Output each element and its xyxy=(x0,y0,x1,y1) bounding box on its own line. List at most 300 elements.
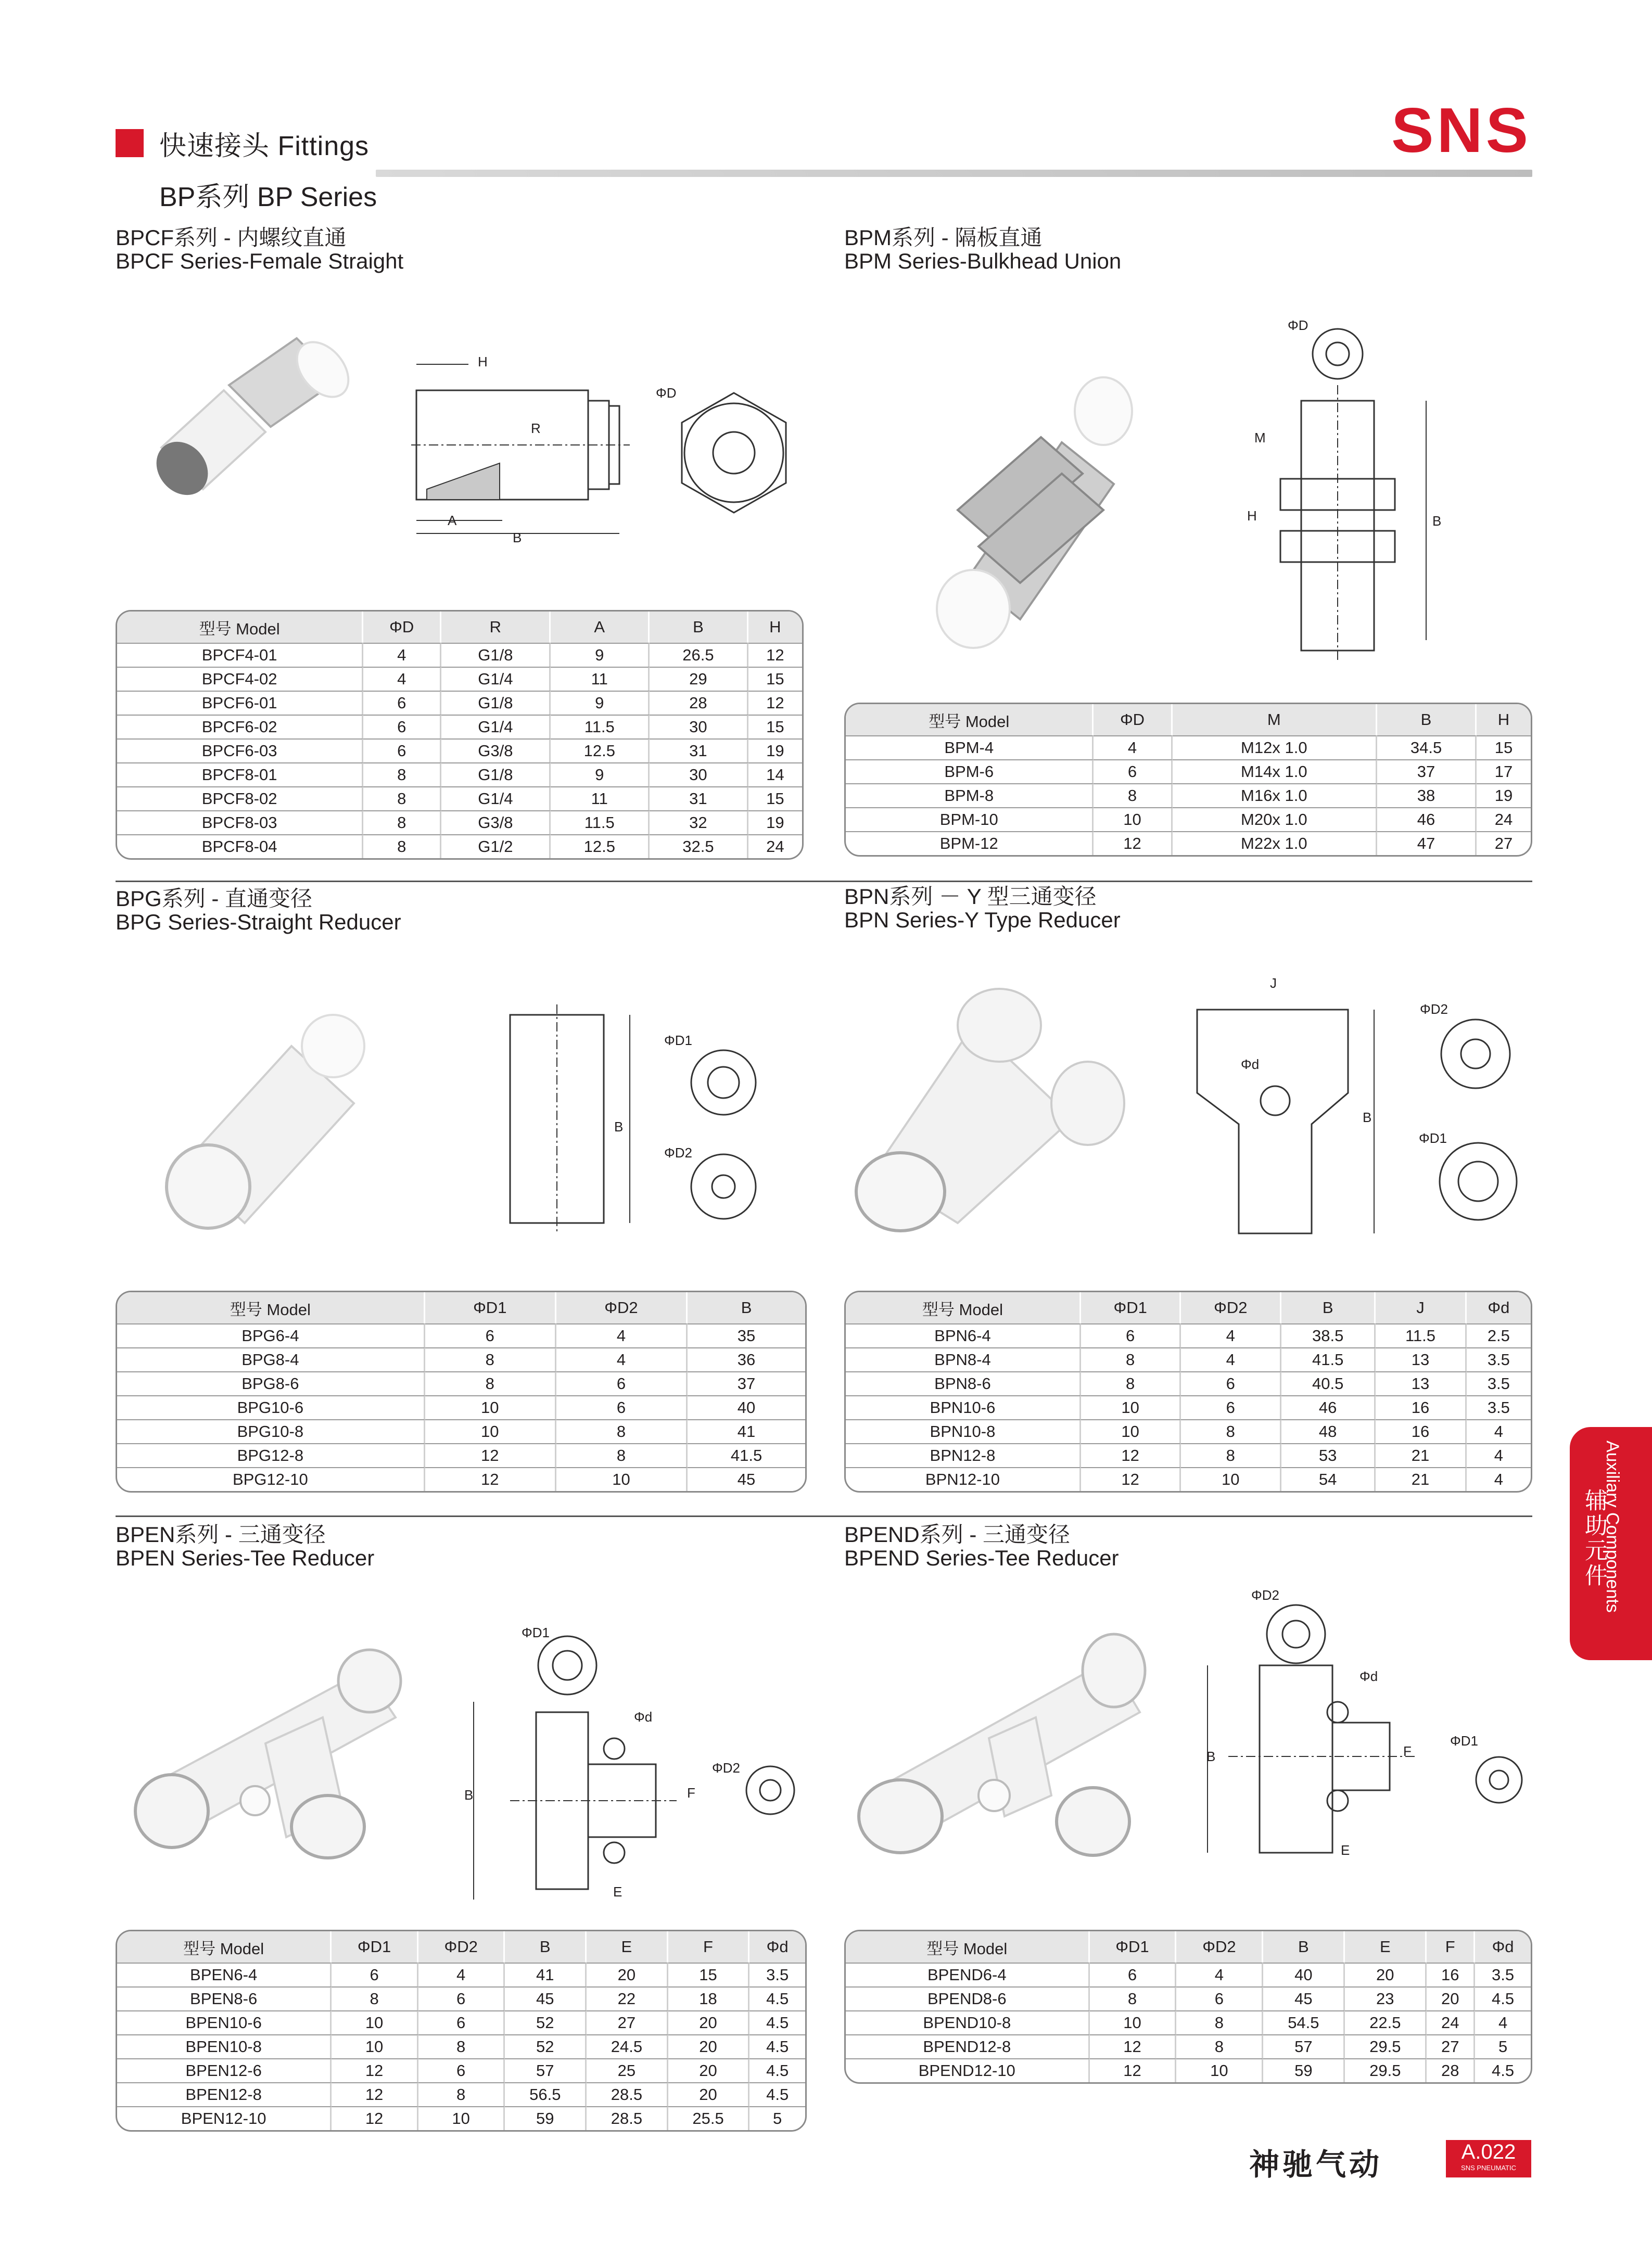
table-cell: 8 xyxy=(1176,2010,1263,2034)
table-cell: 28.5 xyxy=(587,2106,668,2130)
table-cell: 4 xyxy=(1475,2010,1531,2034)
column-header: A xyxy=(551,612,650,643)
table-cell: 36 xyxy=(688,1347,805,1371)
table-cell: 29.5 xyxy=(1345,2034,1427,2058)
bpen-label-d1: ΦD1 xyxy=(522,1625,550,1640)
table-cell: 27 xyxy=(1477,831,1531,855)
table-cell: 28 xyxy=(1427,2058,1475,2082)
page-number-box xyxy=(1446,2140,1531,2177)
table-cell: 10 xyxy=(1176,2058,1263,2082)
table-cell: 10 xyxy=(1081,1395,1181,1419)
bpen-title-en: BPEN Series-Tee Reducer xyxy=(116,1546,375,1570)
table-row xyxy=(846,1467,1531,1491)
table-cell: 10 xyxy=(332,2010,418,2034)
table-cell: 20 xyxy=(668,2010,750,2034)
table-cell: 38.5 xyxy=(1281,1323,1376,1347)
table-cell: BPCF6-03 xyxy=(117,738,363,762)
table-cell: G3/8 xyxy=(441,738,551,762)
bpend-label-d2: ΦD2 xyxy=(1251,1587,1279,1603)
bpn-title-cn: BPN系列 － Y 型三通变径 xyxy=(844,884,1097,909)
table-cell: 29 xyxy=(650,667,748,691)
bpen-product-image xyxy=(135,1639,406,1858)
table-cell: 8 xyxy=(556,1419,688,1443)
table-cell: BPCF4-01 xyxy=(117,643,363,667)
table-cell: BPN10-8 xyxy=(846,1419,1081,1443)
table-cell: 5 xyxy=(749,2106,805,2130)
column-header: H xyxy=(748,612,802,643)
side-tab-en: Auxiliary Components xyxy=(1603,1441,1622,1613)
table-cell: 6 xyxy=(556,1395,688,1419)
table-cell: 47 xyxy=(1377,831,1477,855)
table-cell: 10 xyxy=(1090,2010,1177,2034)
table-cell: BPEN10-8 xyxy=(117,2034,332,2058)
table-cell: 12 xyxy=(425,1467,556,1491)
table-cell: 3.5 xyxy=(1475,1963,1531,1986)
table-row xyxy=(846,2034,1531,2058)
table-cell: 9 xyxy=(551,643,650,667)
table-cell: 16 xyxy=(1427,1963,1475,1986)
column-header: B xyxy=(688,1292,805,1323)
table-cell: 18 xyxy=(668,1986,750,2010)
column-header: B xyxy=(650,612,748,643)
bpm-label-h: H xyxy=(1247,508,1257,524)
table-cell: 8 xyxy=(363,762,441,786)
bpend-title-en: BPEND Series-Tee Reducer xyxy=(844,1546,1119,1570)
table-cell: BPN12-8 xyxy=(846,1443,1081,1467)
table-cell: 4 xyxy=(363,643,441,667)
table-cell: 30 xyxy=(650,762,748,786)
table-cell: BPCF6-01 xyxy=(117,691,363,715)
table-cell: 24.5 xyxy=(587,2034,668,2058)
table-cell: BPN10-6 xyxy=(846,1395,1081,1419)
table-row xyxy=(846,1986,1531,2010)
table-cell: 41 xyxy=(688,1419,805,1443)
table-cell: 4.5 xyxy=(1475,2058,1531,2082)
column-header: 型号 Model xyxy=(117,1292,425,1323)
table-cell: BPEND12-10 xyxy=(846,2058,1090,2082)
table-cell: 6 xyxy=(1181,1371,1281,1395)
table-cell: 9 xyxy=(551,691,650,715)
table-cell: 11 xyxy=(551,667,650,691)
bpen-label-b: B xyxy=(464,1787,474,1803)
table-cell: 8 xyxy=(425,1371,556,1395)
table-cell: 34.5 xyxy=(1377,735,1477,759)
table-cell: 20 xyxy=(587,1963,668,1986)
table-cell: 40 xyxy=(688,1395,805,1419)
column-header: 型号 Model xyxy=(846,1931,1090,1963)
table-cell: G1/4 xyxy=(441,667,551,691)
table-cell: 15 xyxy=(748,667,802,691)
table-row xyxy=(846,1347,1531,1371)
table-cell: BPEN12-6 xyxy=(117,2058,332,2082)
divider-1 xyxy=(116,881,1532,882)
table-row xyxy=(117,810,802,834)
table-cell: 9 xyxy=(551,762,650,786)
page-subtitle: BP系列 BP Series xyxy=(159,182,377,212)
column-header: B xyxy=(505,1931,587,1963)
table-cell: BPM-4 xyxy=(846,735,1094,759)
column-header: ΦD1 xyxy=(332,1931,418,1963)
bpen-spec-table xyxy=(116,1930,807,2132)
bpcf-label-b: B xyxy=(513,530,522,545)
bpn-product-image xyxy=(854,984,1145,1233)
bpg-end-view-d2 xyxy=(687,1150,760,1223)
table-cell: 12.5 xyxy=(551,834,650,858)
column-header: ΦD1 xyxy=(1081,1292,1181,1323)
table-cell: 12 xyxy=(1094,831,1172,855)
table-cell: 20 xyxy=(668,2082,750,2106)
table-row xyxy=(846,1419,1531,1443)
table-cell: 4.5 xyxy=(749,2082,805,2106)
table-cell: 12 xyxy=(332,2106,418,2130)
bpg-title-cn: BPG系列 - 直通变径 xyxy=(116,886,313,911)
table-cell: 37 xyxy=(688,1371,805,1395)
bpg-side-drawing xyxy=(500,1015,645,1233)
table-cell: 56.5 xyxy=(505,2082,587,2106)
bpm-label-b: B xyxy=(1432,513,1442,529)
bpen-label-dd: Φd xyxy=(634,1709,653,1725)
table-cell: 28.5 xyxy=(587,2082,668,2106)
table-row xyxy=(117,715,802,738)
table-cell: 17 xyxy=(1477,759,1531,783)
table-row xyxy=(846,1443,1531,1467)
table-row xyxy=(846,2010,1531,2034)
table-cell: 46 xyxy=(1377,807,1477,831)
table-cell: BPEND10-8 xyxy=(846,2010,1090,2034)
table-cell: 16 xyxy=(1376,1395,1467,1419)
table-cell: 19 xyxy=(748,810,802,834)
table-row xyxy=(117,1395,805,1419)
table-cell: 40.5 xyxy=(1281,1371,1376,1395)
column-header: E xyxy=(587,1931,668,1963)
bpen-side-drawing xyxy=(468,1697,677,1905)
bpcf-end-view xyxy=(671,390,796,515)
table-cell: 6 xyxy=(1081,1323,1181,1347)
table-row xyxy=(117,1323,805,1347)
table-cell: 4 xyxy=(1467,1467,1531,1491)
table-cell: G1/4 xyxy=(441,715,551,738)
table-cell: 12 xyxy=(748,643,802,667)
table-row xyxy=(117,2082,805,2106)
table-cell: 20 xyxy=(1427,1986,1475,2010)
bpen-label-f: F xyxy=(687,1785,695,1801)
table-cell: BPEN8-6 xyxy=(117,1986,332,2010)
table-cell: BPN6-4 xyxy=(846,1323,1081,1347)
table-cell: 15 xyxy=(668,1963,750,1986)
table-cell: M22x 1.0 xyxy=(1173,831,1377,855)
table-cell: BPN12-10 xyxy=(846,1467,1081,1491)
table-cell: 10 xyxy=(425,1395,556,1419)
table-cell: 12.5 xyxy=(551,738,650,762)
table-cell: 4 xyxy=(1467,1443,1531,1467)
table-cell: 24 xyxy=(748,834,802,858)
bpg-product-image xyxy=(161,1015,401,1223)
table-cell: BPCF8-02 xyxy=(117,786,363,810)
table-cell: BPM-6 xyxy=(846,759,1094,783)
table-row xyxy=(117,2010,805,2034)
table-cell: BPM-12 xyxy=(846,831,1094,855)
bpm-title-en: BPM Series-Bulkhead Union xyxy=(844,249,1122,273)
bpn-label-d: Φd xyxy=(1241,1056,1260,1072)
page-title: 快速接头 Fittings xyxy=(159,131,370,161)
column-header: Φd xyxy=(1475,1931,1531,1963)
table-cell: 12 xyxy=(1081,1443,1181,1467)
table-cell: 12 xyxy=(332,2082,418,2106)
page-number: A.022 xyxy=(1461,2141,1516,2163)
table-cell: BPEN10-6 xyxy=(117,2010,332,2034)
table-row xyxy=(117,786,802,810)
column-header: F xyxy=(1427,1931,1475,1963)
table-cell: BPCF8-04 xyxy=(117,834,363,858)
table-cell: 4 xyxy=(1176,1963,1263,1986)
table-row xyxy=(117,1963,805,1986)
table-cell: 6 xyxy=(363,738,441,762)
table-cell: BPCF4-02 xyxy=(117,667,363,691)
table-cell: 19 xyxy=(1477,783,1531,807)
table-cell: 3.5 xyxy=(1467,1395,1531,1419)
table-cell: 8 xyxy=(418,2034,505,2058)
header-square xyxy=(116,129,144,157)
bpend-label-d1: ΦD1 xyxy=(1450,1733,1478,1749)
table-cell: 11 xyxy=(551,786,650,810)
table-row xyxy=(117,2058,805,2082)
table-cell: 10 xyxy=(425,1419,556,1443)
table-cell: 8 xyxy=(1181,1419,1281,1443)
table-row xyxy=(117,1986,805,2010)
divider-2 xyxy=(116,1515,1532,1517)
table-cell: 52 xyxy=(505,2010,587,2034)
bpend-end-view-d1 xyxy=(1473,1754,1525,1806)
table-cell: BPG10-8 xyxy=(117,1419,425,1443)
table-cell: BPN8-6 xyxy=(846,1371,1081,1395)
bpn-label-d1: ΦD1 xyxy=(1419,1130,1447,1146)
column-header: 型号 Model xyxy=(846,704,1094,735)
bpcf-product-image xyxy=(151,359,349,531)
header-rule xyxy=(376,170,1532,177)
bpm-label-d: ΦD xyxy=(1288,317,1308,333)
table-cell: 8 xyxy=(425,1347,556,1371)
table-cell: 22.5 xyxy=(1345,2010,1427,2034)
table-cell: BPN8-4 xyxy=(846,1347,1081,1371)
table-row xyxy=(846,759,1531,783)
bpn-title-en: BPN Series-Y Type Reducer xyxy=(844,908,1121,932)
table-cell: 6 xyxy=(418,2058,505,2082)
bpen-title-cn: BPEN系列 - 三通变径 xyxy=(116,1522,326,1547)
table-cell: M14x 1.0 xyxy=(1173,759,1377,783)
table-cell: 23 xyxy=(1345,1986,1427,2010)
table-cell: 13 xyxy=(1376,1347,1467,1371)
bpen-end-view-d2 xyxy=(744,1759,807,1821)
table-row xyxy=(117,738,802,762)
table-row xyxy=(117,762,802,786)
table-cell: BPCF8-03 xyxy=(117,810,363,834)
table-cell: 8 xyxy=(1090,1986,1177,2010)
table-cell: 26.5 xyxy=(650,643,748,667)
table-cell: 40 xyxy=(1263,1963,1345,1986)
table-cell: 8 xyxy=(418,2082,505,2106)
footer-small: SNS PNEUMATIC xyxy=(1461,2164,1516,2172)
column-header: ΦD2 xyxy=(1176,1931,1263,1963)
bpg-label-b: B xyxy=(614,1119,624,1135)
bpm-title-cn: BPM系列 - 隔板直通 xyxy=(844,225,1043,250)
bpcf-label-d: ΦD xyxy=(656,385,677,401)
column-header: ΦD2 xyxy=(1181,1292,1281,1323)
bpend-label-b: B xyxy=(1206,1749,1216,1764)
side-tab-auxiliary xyxy=(1570,1427,1652,1660)
table-cell: 2.5 xyxy=(1467,1323,1531,1347)
table-cell: 21 xyxy=(1376,1467,1467,1491)
table-cell: 41.5 xyxy=(688,1443,805,1467)
table-cell: 25 xyxy=(587,2058,668,2082)
table-cell: BPCF8-01 xyxy=(117,762,363,786)
bpcf-label-h: H xyxy=(478,354,488,370)
bpcf-title-en: BPCF Series-Female Straight xyxy=(116,249,404,273)
table-cell: 4 xyxy=(363,667,441,691)
table-cell: 12 xyxy=(1081,1467,1181,1491)
table-cell: BPCF6-02 xyxy=(117,715,363,738)
bpcf-side-drawing xyxy=(411,364,640,552)
table-row xyxy=(846,783,1531,807)
table-cell: 4.5 xyxy=(749,2010,805,2034)
table-cell: 54 xyxy=(1281,1467,1376,1491)
table-cell: 11.5 xyxy=(551,715,650,738)
table-cell: 8 xyxy=(1094,783,1172,807)
table-cell: 8 xyxy=(1081,1347,1181,1371)
table-row xyxy=(846,1963,1531,1986)
table-cell: BPG8-4 xyxy=(117,1347,425,1371)
table-row xyxy=(846,2058,1531,2082)
table-cell: 48 xyxy=(1281,1419,1376,1443)
column-header: 型号 Model xyxy=(117,612,363,643)
bpn-spec-table xyxy=(844,1291,1532,1493)
bpn-label-b: B xyxy=(1363,1110,1372,1125)
table-cell: G1/8 xyxy=(441,643,551,667)
table-cell: 15 xyxy=(1477,735,1531,759)
table-cell: 16 xyxy=(1376,1419,1467,1443)
table-cell: 6 xyxy=(1090,1963,1177,1986)
bpen-label-d2: ΦD2 xyxy=(712,1760,740,1776)
table-cell: 21 xyxy=(1376,1443,1467,1467)
table-cell: 6 xyxy=(363,691,441,715)
table-row xyxy=(846,1323,1531,1347)
bpen-label-e: E xyxy=(613,1884,622,1900)
table-cell: 8 xyxy=(1181,1443,1281,1467)
table-cell: BPG8-6 xyxy=(117,1371,425,1395)
table-cell: 10 xyxy=(1181,1467,1281,1491)
table-cell: 35 xyxy=(688,1323,805,1347)
table-cell: G1/8 xyxy=(441,691,551,715)
column-header: Φd xyxy=(1467,1292,1531,1323)
table-cell: 22 xyxy=(587,1986,668,2010)
table-cell: 11.5 xyxy=(551,810,650,834)
bpg-spec-table xyxy=(116,1291,807,1493)
table-cell: 4 xyxy=(1094,735,1172,759)
table-cell: 32 xyxy=(650,810,748,834)
table-cell: 31 xyxy=(650,738,748,762)
column-header: ΦD xyxy=(1094,704,1172,735)
table-cell: 57 xyxy=(505,2058,587,2082)
table-cell: BPM-10 xyxy=(846,807,1094,831)
table-cell: 20 xyxy=(1345,1963,1427,1986)
table-cell: 4.5 xyxy=(749,2058,805,2082)
bpn-end-view-d2 xyxy=(1437,1015,1515,1093)
table-cell: 8 xyxy=(363,810,441,834)
table-cell: BPEN6-4 xyxy=(117,1963,332,1986)
table-cell: G1/8 xyxy=(441,762,551,786)
table-cell: 10 xyxy=(332,2034,418,2058)
table-row xyxy=(117,1443,805,1467)
table-cell: 38 xyxy=(1377,783,1477,807)
bpm-side-drawing xyxy=(1270,328,1457,661)
table-cell: 3.5 xyxy=(1467,1347,1531,1371)
table-row xyxy=(117,2034,805,2058)
table-cell: 15 xyxy=(748,786,802,810)
table-cell: 41.5 xyxy=(1281,1347,1376,1371)
table-cell: BPG10-6 xyxy=(117,1395,425,1419)
table-cell: 13 xyxy=(1376,1371,1467,1395)
table-cell: BPEND12-8 xyxy=(846,2034,1090,2058)
table-cell: 32.5 xyxy=(650,834,748,858)
table-cell: M12x 1.0 xyxy=(1173,735,1377,759)
table-cell: 3.5 xyxy=(1467,1371,1531,1395)
table-row xyxy=(117,667,802,691)
table-cell: 41 xyxy=(505,1963,587,1986)
table-cell: 6 xyxy=(332,1963,418,1986)
table-cell: 59 xyxy=(1263,2058,1345,2082)
table-cell: G1/2 xyxy=(441,834,551,858)
column-header: J xyxy=(1376,1292,1467,1323)
table-cell: 4 xyxy=(1467,1419,1531,1443)
table-cell: 8 xyxy=(363,786,441,810)
table-cell: 12 xyxy=(425,1443,556,1467)
table-cell: 37 xyxy=(1377,759,1477,783)
table-cell: 31 xyxy=(650,786,748,810)
table-cell: G1/4 xyxy=(441,786,551,810)
column-header: ΦD1 xyxy=(1090,1931,1177,1963)
table-cell: 6 xyxy=(418,2010,505,2034)
bpn-end-view-d1 xyxy=(1437,1140,1520,1223)
table-cell: 27 xyxy=(1427,2034,1475,2058)
bpn-label-d2: ΦD2 xyxy=(1420,1001,1448,1017)
table-cell: 8 xyxy=(1081,1371,1181,1395)
column-header: ΦD2 xyxy=(418,1931,505,1963)
table-cell: 4 xyxy=(1181,1347,1281,1371)
table-cell: 12 xyxy=(332,2058,418,2082)
table-row xyxy=(117,1467,805,1491)
column-header: H xyxy=(1477,704,1531,735)
table-cell: BPG12-8 xyxy=(117,1443,425,1467)
table-cell: 6 xyxy=(1094,759,1172,783)
table-row xyxy=(117,691,802,715)
table-cell: 57 xyxy=(1263,2034,1345,2058)
table-cell: 45 xyxy=(505,1986,587,2010)
table-cell: 45 xyxy=(1263,1986,1345,2010)
table-cell: 45 xyxy=(688,1467,805,1491)
column-header: ΦD1 xyxy=(425,1292,556,1323)
footer-brand: 神驰气动 xyxy=(1249,2148,1383,2182)
table-cell: 19 xyxy=(748,738,802,762)
table-cell: 10 xyxy=(418,2106,505,2130)
column-header: M xyxy=(1173,704,1377,735)
bpend-label-dd: Φd xyxy=(1359,1668,1378,1684)
column-header: B xyxy=(1377,704,1477,735)
table-cell: BPEND6-4 xyxy=(846,1963,1090,1986)
table-cell: 8 xyxy=(556,1443,688,1467)
table-cell: 30 xyxy=(650,715,748,738)
table-cell: G3/8 xyxy=(441,810,551,834)
table-cell: 12 xyxy=(1090,2058,1177,2082)
column-header: ΦD2 xyxy=(556,1292,688,1323)
